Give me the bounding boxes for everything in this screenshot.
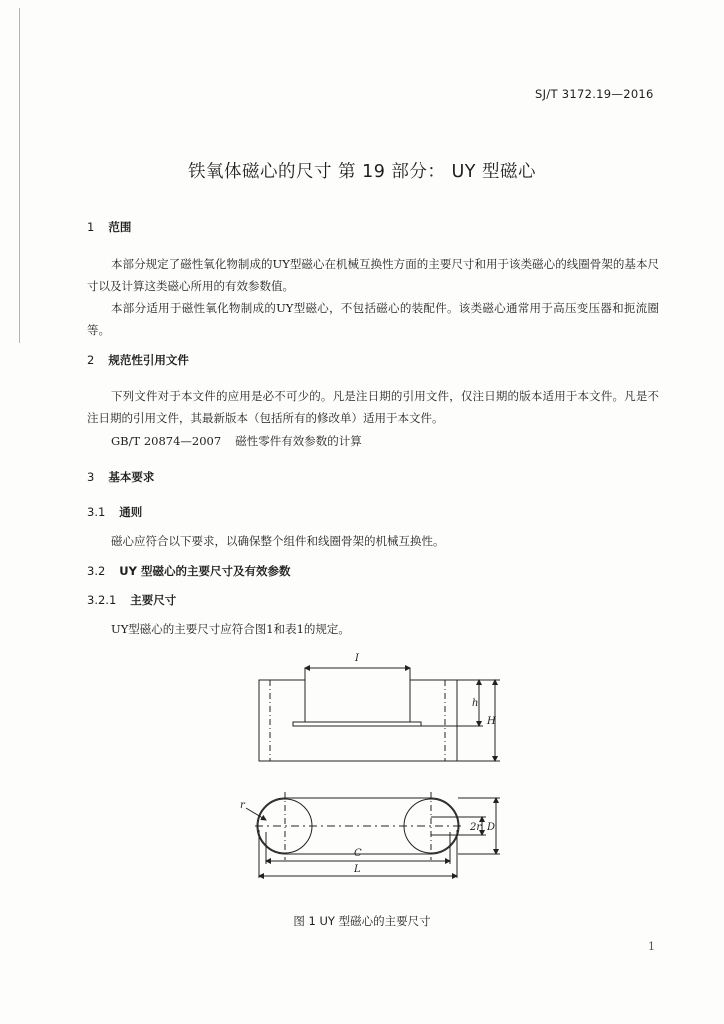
paragraph: UY型磁心的主要尺寸应符合图1和表1的规定。 (111, 622, 350, 636)
section-number: 3 (87, 470, 95, 484)
dim-label-H: H (487, 716, 496, 727)
paragraph: 下列文件对于本文件的应用是必不可少的。凡是注日期的引用文件，仅注日期的版本适用于本文件。凡是不注日期的引用文件，其最新版本（包括所有的修改单）适用于本文件。 (87, 389, 659, 425)
section-number: 3.2 (87, 564, 106, 578)
section-title: 主要尺寸 (130, 593, 177, 607)
paragraph: 本部分规定了磁性氧化物制成的UY型磁心在机械互换性方面的主要尺寸和用于该类磁心的线圈骨架的基本尺寸以及计算这类磁心所用的有效参数值。 (87, 257, 659, 293)
section-number: 3.1 (87, 505, 106, 519)
reference-title: 磁性零件有效参数的计算 (235, 434, 362, 448)
dim-label-L: L (354, 864, 361, 875)
dim-label-r: r (240, 800, 245, 811)
dim-label-I: I (355, 653, 359, 664)
section-title: 通则 (119, 505, 143, 519)
section-title: 基本要求 (108, 470, 155, 484)
section-number: 2 (87, 353, 95, 367)
dim-label-h: h (472, 698, 479, 709)
reference-standard-code: GB/T 20874—2007 (111, 434, 222, 448)
paragraph: 本部分适用于磁性氧化物制成的UY型磁心，不包括磁心的装配件。该类磁心通常用于高压变压器和扼流圈等。 (87, 301, 659, 337)
core-front-outline (259, 680, 457, 761)
section-title: 范围 (108, 220, 132, 234)
figure-caption: 图 1 UY 型磁心的主要尺寸 (293, 914, 431, 928)
document-title: 铁氧体磁心的尺寸 第 19 部分： UY 型磁心 (187, 162, 537, 182)
page-number: 1 (648, 940, 655, 953)
paragraph: 磁心应符合以下要求，以确保整个组件和线圈骨架的机械互换性。 (111, 534, 445, 548)
dim-label-C: C (354, 848, 362, 859)
standard-code: SJ/T 3172.19—2016 (535, 87, 654, 101)
section-title: UY 型磁心的主要尺寸及有效参数 (119, 564, 291, 578)
section-title: 规范性引用文件 (108, 353, 189, 367)
section-number: 1 (87, 220, 95, 234)
dim-label-2r: 2r (470, 822, 482, 833)
section-number: 3.2.1 (87, 593, 117, 607)
winding-plate (293, 722, 421, 726)
dim-label-D: D (487, 822, 496, 833)
